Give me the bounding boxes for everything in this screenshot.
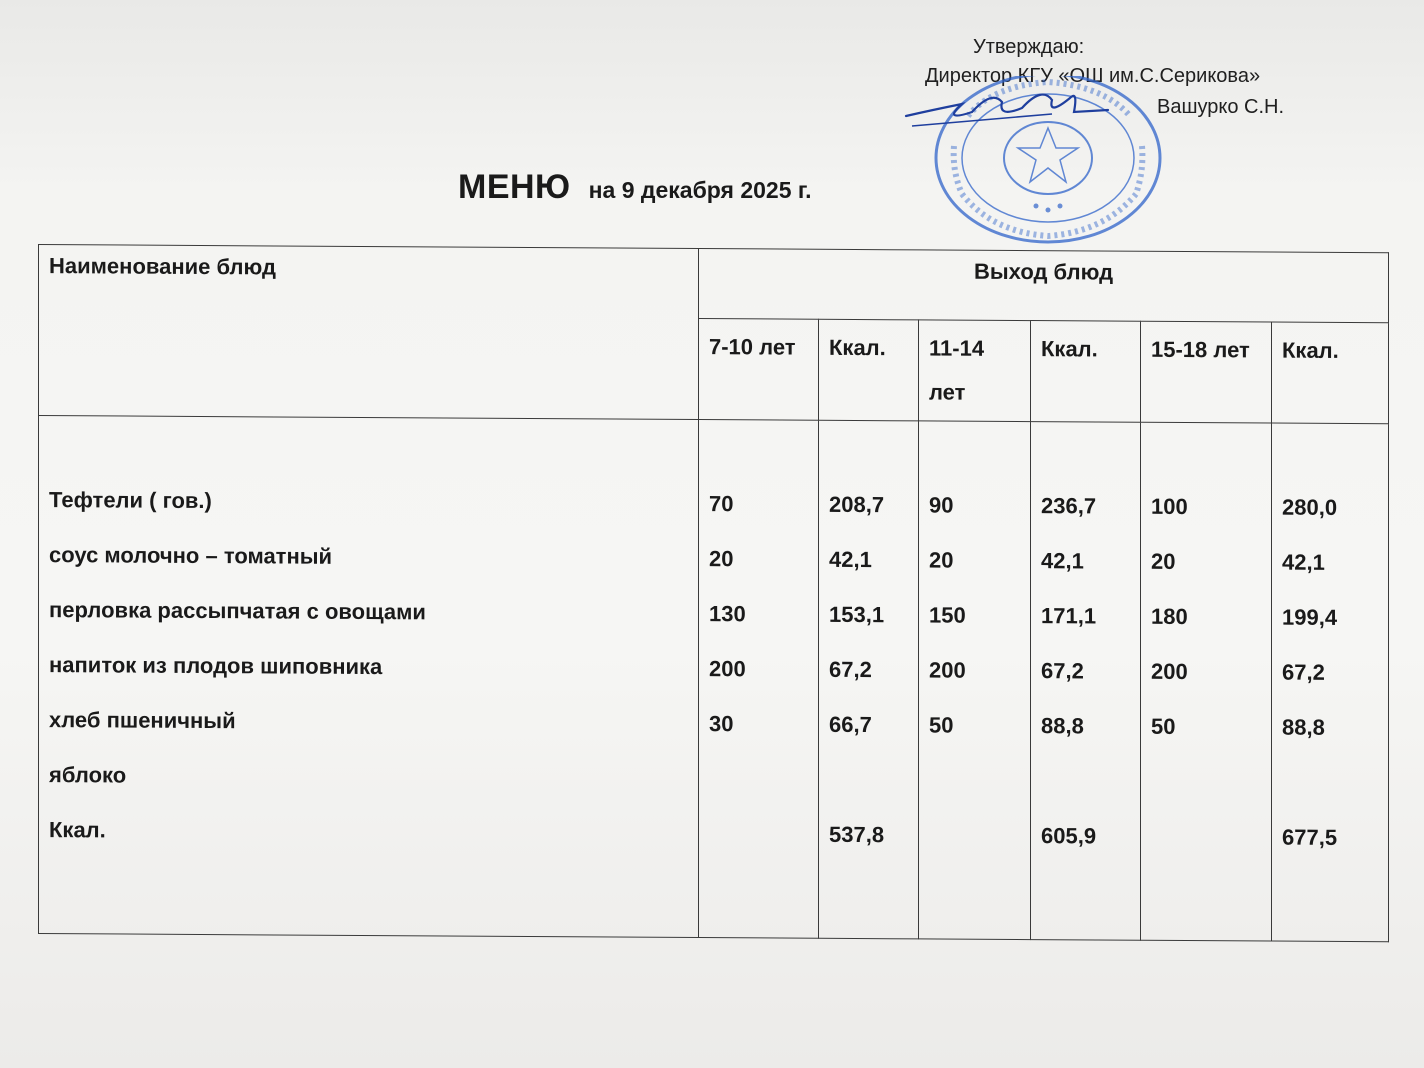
portion-total <box>929 807 1020 863</box>
kcal-11-14-cell <box>1031 422 1141 941</box>
portion-value: 20 <box>709 546 734 572</box>
kcal-value: 88,8 <box>1282 714 1325 740</box>
dish-name: яблоко <box>49 762 127 788</box>
dish-name: напиток из плодов шиповника <box>49 652 383 680</box>
portion-value: 50 <box>929 712 954 738</box>
portion-value <box>1151 754 1261 810</box>
portion-7-10-cell <box>699 420 819 939</box>
age-header-11-14: 11-14 лет <box>919 320 1031 422</box>
dish-name: Тефтели ( гов.) <box>49 487 212 514</box>
kcal-value: 88,8 <box>1041 713 1084 739</box>
portion-total <box>709 806 808 862</box>
portion-value <box>929 752 1020 808</box>
menu-table <box>38 244 1389 942</box>
kcal-value: 67,2 <box>1041 658 1084 684</box>
kcal-value: 280,0 <box>1282 494 1338 520</box>
portion-value: 200 <box>709 656 746 682</box>
kcal-value <box>1041 753 1130 809</box>
portion-value: 100 <box>1151 493 1188 520</box>
portion-value <box>709 751 808 807</box>
kcal-header-7-10: Ккал. <box>819 319 919 421</box>
kcal-value: 171,1 <box>1041 603 1097 629</box>
output-header: Выход блюд <box>699 249 1389 323</box>
kcal-header-15-18: Ккал. <box>1272 322 1389 424</box>
kcal-7-10-cell <box>819 420 919 939</box>
portion-value: 90 <box>929 492 954 518</box>
portion-11-14-cell <box>919 421 1031 940</box>
kcal-value: 66,7 <box>829 711 872 738</box>
director-name: Вашурко С.Н. <box>1157 96 1285 118</box>
kcal-header-11-14: Ккал. <box>1031 321 1141 423</box>
kcal-value: 208,7 <box>829 491 885 518</box>
kcal-total: 537,8 <box>829 821 885 848</box>
portion-value: 20 <box>1151 548 1176 574</box>
kcal-value: 42,1 <box>1282 549 1325 575</box>
signature-icon <box>902 82 1112 132</box>
dish-names-cell <box>39 416 699 938</box>
kcal-value: 42,1 <box>829 546 872 573</box>
dish-name-header: Наименование блюд <box>39 245 699 420</box>
approval-heading: Утверждаю: <box>973 36 1085 58</box>
portion-value: 30 <box>709 711 734 737</box>
age-header-7-10: 7-10 лет <box>699 319 819 421</box>
portion-value: 50 <box>1151 713 1176 739</box>
total-kcal-label: Ккал. <box>49 817 106 843</box>
kcal-value: 42,1 <box>1041 548 1084 574</box>
portion-total <box>1151 809 1261 865</box>
kcal-value <box>1282 755 1378 811</box>
portion-value: 180 <box>1151 603 1188 630</box>
director-title: Директор КГУ «ОШ им.С.Серикова» <box>925 65 1261 87</box>
kcal-value: 153,1 <box>829 601 885 628</box>
age-header-15-18: 15-18 лет <box>1141 321 1272 423</box>
dish-name: соус молочно – томатный <box>49 542 333 569</box>
dish-name: перловка рассыпчатая с овощами <box>49 597 426 625</box>
portion-value: 200 <box>1151 658 1188 685</box>
dish-name: хлеб пшеничный <box>49 707 236 734</box>
kcal-value: 67,2 <box>1282 659 1325 685</box>
kcal-value <box>829 752 908 807</box>
kcal-total: 677,5 <box>1282 824 1338 850</box>
portion-value: 200 <box>929 657 966 683</box>
kcal-15-18-cell <box>1272 423 1389 942</box>
kcal-total: 605,9 <box>1041 823 1097 849</box>
portion-value: 70 <box>709 491 734 517</box>
kcal-value: 236,7 <box>1041 493 1097 519</box>
menu-title <box>458 168 812 207</box>
portion-15-18-cell <box>1141 422 1272 941</box>
portion-value: 20 <box>929 547 954 573</box>
portion-value: 150 <box>929 602 966 628</box>
portion-value: 130 <box>709 601 746 627</box>
menu-title-main: МЕНЮ <box>458 168 571 206</box>
kcal-value: 67,2 <box>829 656 872 683</box>
kcal-value: 199,4 <box>1282 604 1338 630</box>
menu-title-date: на 9 декабря 2025 г. <box>588 177 812 203</box>
